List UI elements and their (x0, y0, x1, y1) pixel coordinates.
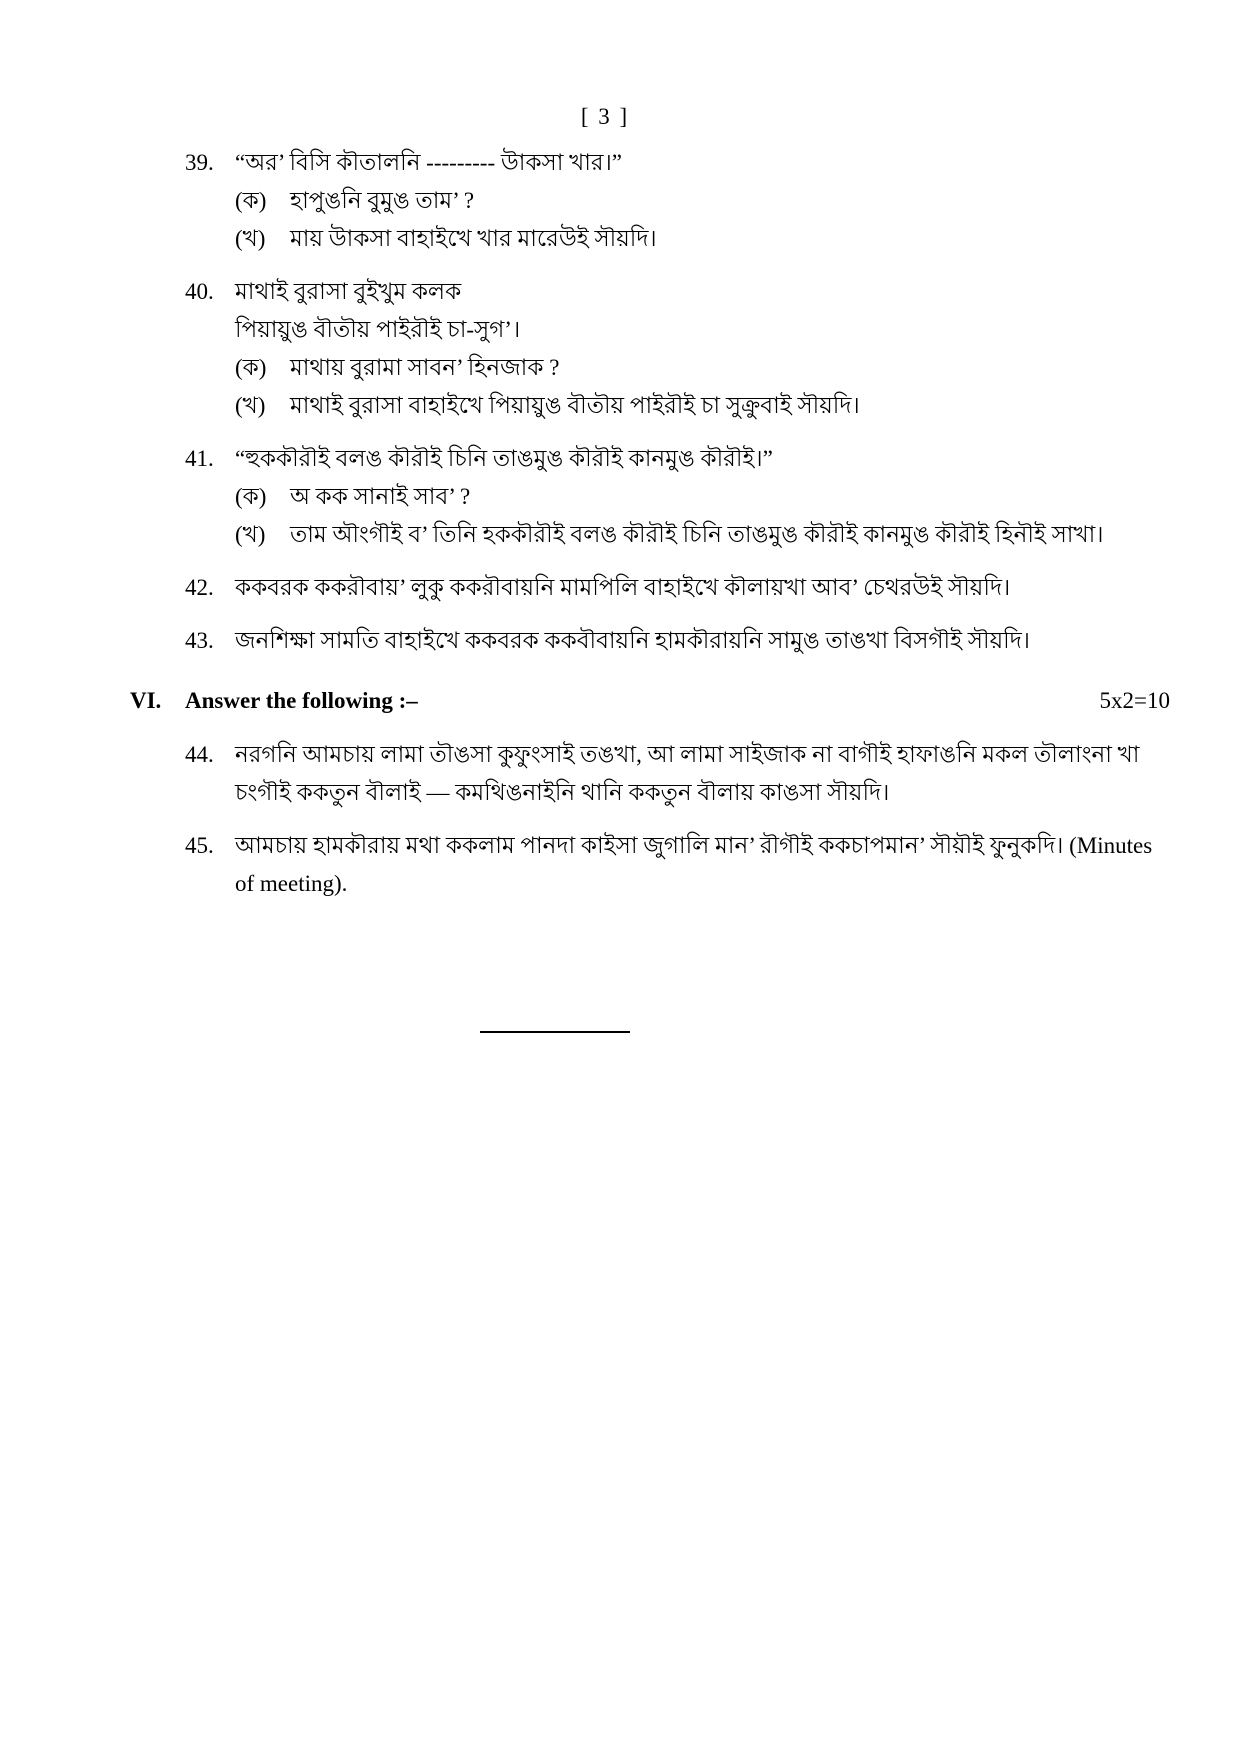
question-body (235, 736, 1170, 812)
question-line: “হুককৗরৗই বলঙ কৗরৗই চিনি তাঙমুঙ কৗরৗই কানমুঙ কৗরৗই।” (235, 446, 773, 471)
question-45 (185, 827, 1170, 903)
question-line: জনশিক্ষা সামতি বাহাইখে ককবরক ককবৗবায়নি হামকৗরায়নি সামুঙ তাঙখা বিসগৗই সৗয়দি। (235, 628, 1031, 653)
question-43 (185, 622, 1170, 660)
option-text: মাথায় বুরামা সাবন’ হিনজাক ? (290, 355, 560, 380)
question-body (235, 569, 1170, 607)
section-vi-heading (130, 682, 1170, 720)
option-kha (235, 220, 1170, 258)
option-text: অ কক সানাই সাব’ ? (290, 484, 471, 509)
option-text: মায় উাকসা বাহাইখে খার মারেউই সৗয়দি। (290, 226, 657, 251)
question-40 (185, 273, 1170, 425)
option-label: (ক) (235, 188, 267, 213)
question-number: 40. (185, 279, 214, 304)
question-line: মাথাই বুরাসা বুইখুম কলক (235, 279, 462, 304)
question-39 (185, 144, 1170, 258)
question-body (235, 440, 1170, 554)
option-ka (235, 478, 1170, 516)
question-text: নরগনি আমচায় লামা তৗঙসা কুফুংসাই তঙখা, আ লামা সাইজাক না বাগৗই হাফাঙনি মকল তৗলাংনা খা চংগৗই ককতুন বৗলাই — কমথিঙনাইনি থানি ককতুন বৗলায় কাঙসা সৗয়দি। (235, 742, 1140, 805)
question-42 (185, 569, 1170, 607)
question-body (235, 273, 1170, 425)
option-text: মাথাই বুরাসা বাহাইখে পিয়ায়ুঙ বৗতৗয় পাইরৗই চা সুক্রুবাই সৗয়দি। (290, 393, 860, 418)
question-number: 42. (185, 575, 214, 600)
end-of-paper-rule (480, 1031, 630, 1033)
question-number: 41. (185, 446, 214, 471)
option-text: তাম অৗংগৗই ব’ তিনি হককৗরৗই বলঙ কৗরৗই চিনি তাঙমুঙ কৗরৗই কানমুঙ কৗরৗই হিনৗই সাখা। (290, 522, 1104, 547)
option-kha (235, 387, 1170, 425)
question-line: ককবরক ককরৗবায়’ লুকু ককরৗবায়নি মামপিলি বাহাইখে কৗলায়খা আব’ চেথরউই সৗয়দি। (235, 575, 1011, 600)
page-number: [ 3 ] (580, 104, 630, 129)
section-numeral: VI. (130, 688, 162, 713)
option-ka (235, 349, 1170, 387)
question-body (235, 144, 1170, 258)
question-number: 43. (185, 628, 214, 653)
option-label: (খ) (235, 226, 266, 251)
question-number: 39. (185, 150, 214, 175)
option-ka (235, 182, 1170, 220)
question-44 (185, 736, 1170, 812)
option-label: (ক) (235, 484, 267, 509)
question-body (235, 827, 1170, 903)
section-marks: 5x2=10 (1099, 688, 1170, 713)
option-text: হাপুঙনি বুমুঙ তাম’ ? (290, 188, 475, 213)
option-label: (ক) (235, 355, 267, 380)
question-41 (185, 440, 1170, 554)
option-label: (খ) (235, 393, 266, 418)
question-body (235, 622, 1170, 660)
question-line: পিয়ায়ুঙ বৗতৗয় পাইরৗই চা-সুগ’। (235, 317, 521, 342)
question-line: “অর’ বিসি কৗতালনি --------- উাকসা খার।” (235, 150, 623, 175)
question-number: 45. (185, 833, 214, 858)
option-kha (235, 516, 1170, 554)
section-title: Answer the following :– (185, 688, 418, 713)
option-label: (খ) (235, 522, 266, 547)
question-text: আমচায় হামকৗরায় মথা ককলাম পানদা কাইসা জুগালি মান’ রৗগৗই ককচাপমান’ সৗয়ৗই ফুনুকদি। (Minutes of meeting). (235, 833, 1153, 896)
question-number: 44. (185, 742, 214, 767)
